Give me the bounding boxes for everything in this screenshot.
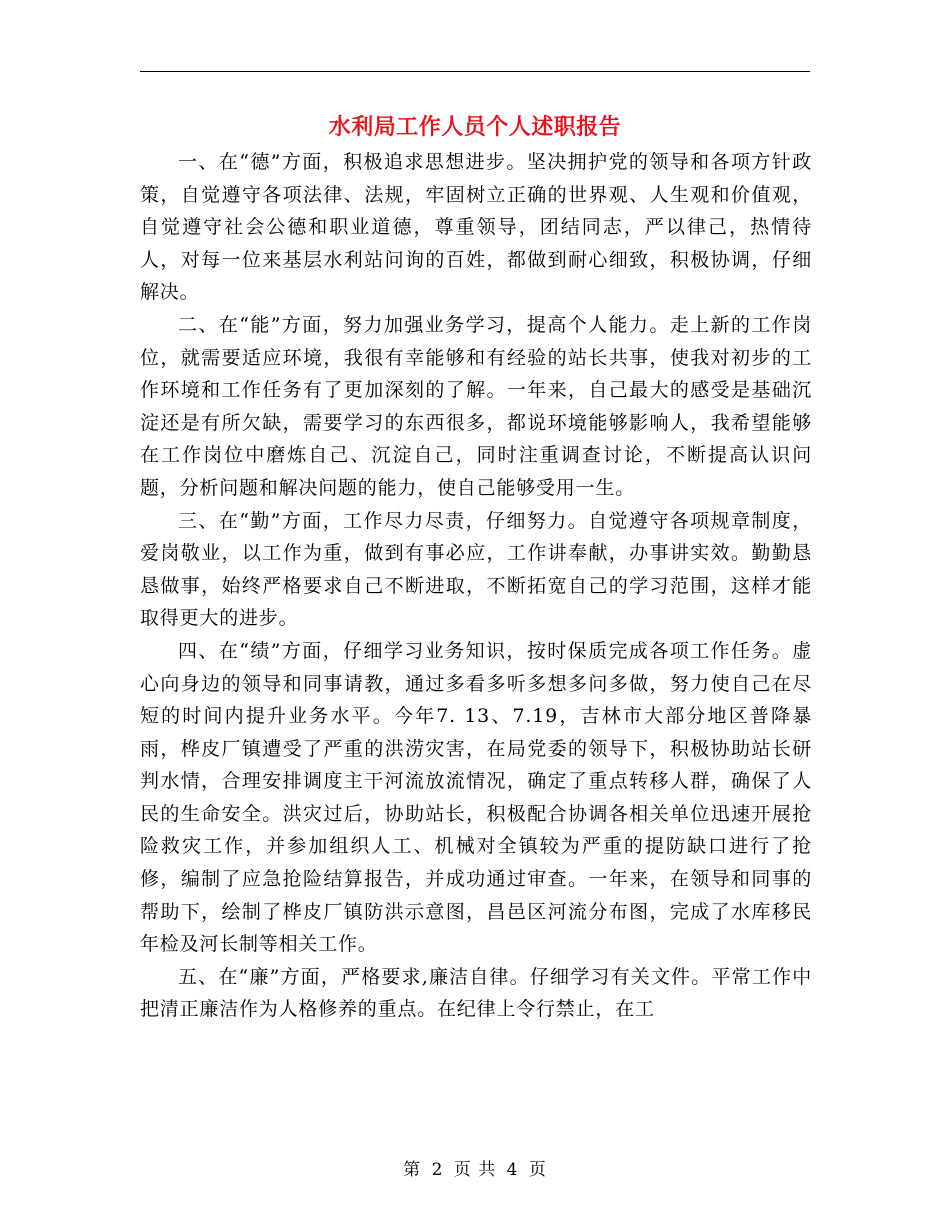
- header-rule: [140, 71, 810, 72]
- footer-total-pages: 4: [506, 1160, 519, 1180]
- paragraph-qin: 三、在“勤”方面，工作尽力尽责，仔细努力。自觉遵守各项规章制度，爱岗敬业，以工作为重，做到有事必应，工作讲奉献，办事讲实效。勤勤恳恳做事，始终严格要求自己不断进取，不断拓宽自己的学习范围，这样才能取得更大的进步。: [140, 509, 812, 630]
- document-title: 水利局工作人员个人述职报告: [328, 114, 622, 140]
- footer-suffix: 页: [528, 1160, 547, 1180]
- paragraph-ji: 四、在“绩”方面，仔细学习业务知识，按时保质完成各项工作任务。虚心向身边的领导和同事请教，通过多看多听多想多问多做，努力使自己在尽短的时间内提升业务水平。今年7. 13、7.19，吉林市大部分地区普降暴雨，桦皮厂镇遭受了严重的洪涝灾害，在局党委的领导下，积极协助站长研判水情，合理安排调度主干河流放流情况，确定了重点转移人群，确保了人民的生命安全。洪灾过后，协助站长，积极配合协调各相关单位迅速开展抢险救灾工作，并参加组织人工、机械对全镇较为严重的提防缺口进行了抢修，编制了应急抢险结算报告，并成功通过审查。一年来，在领导和同事的帮助下，绘制了桦皮厂镇防洪示意图，昌邑区河流分布图，完成了水库移民年检及河长制等相关工作。: [140, 639, 812, 956]
- paragraph-de: 一、在“德”方面，积极追求思想进步。坚决拥护党的领导和各项方针政策，自觉遵守各项法律、法规，牢固树立正确的世界观、人生观和价值观，自觉遵守社会公德和职业道德，尊重领导，团结同志，严以律己，热情待人，对每一位来基层水利站问询的百姓，都做到耐心细致，积极协调，仔细解决。: [140, 151, 812, 304]
- paragraph-lian: 五、在“廉”方面，严格要求,廉洁自律。仔细学习有关文件。平常工作中把清正廉洁作为人格修养的重点。在纪律上令行禁止，在工: [140, 965, 812, 1021]
- paragraph-neng: 二、在“能”方面，努力加强业务学习，提高个人能力。走上新的工作岗位，就需要适应环境，我很有幸能够和有经验的站长共事，使我对初步的工作环境和工作任务有了更加深刻的了解。一年来，自己最大的感受是基础沉淀还是有所欠缺，需要学习的东西很多，都说环境能够影响人，我希望能够在工作岗位中磨炼自己、沉淀自己，同时注重调查讨论，不断提高认识问题，分析问题和解决问题的能力，使自己能够受用一生。: [140, 313, 812, 499]
- page-footer: [0, 1155, 950, 1180]
- footer-middle: 页 共: [453, 1160, 497, 1180]
- document-body: [140, 146, 812, 1026]
- footer-prefix: 第: [403, 1160, 422, 1180]
- footer-page-number: 2: [431, 1160, 444, 1180]
